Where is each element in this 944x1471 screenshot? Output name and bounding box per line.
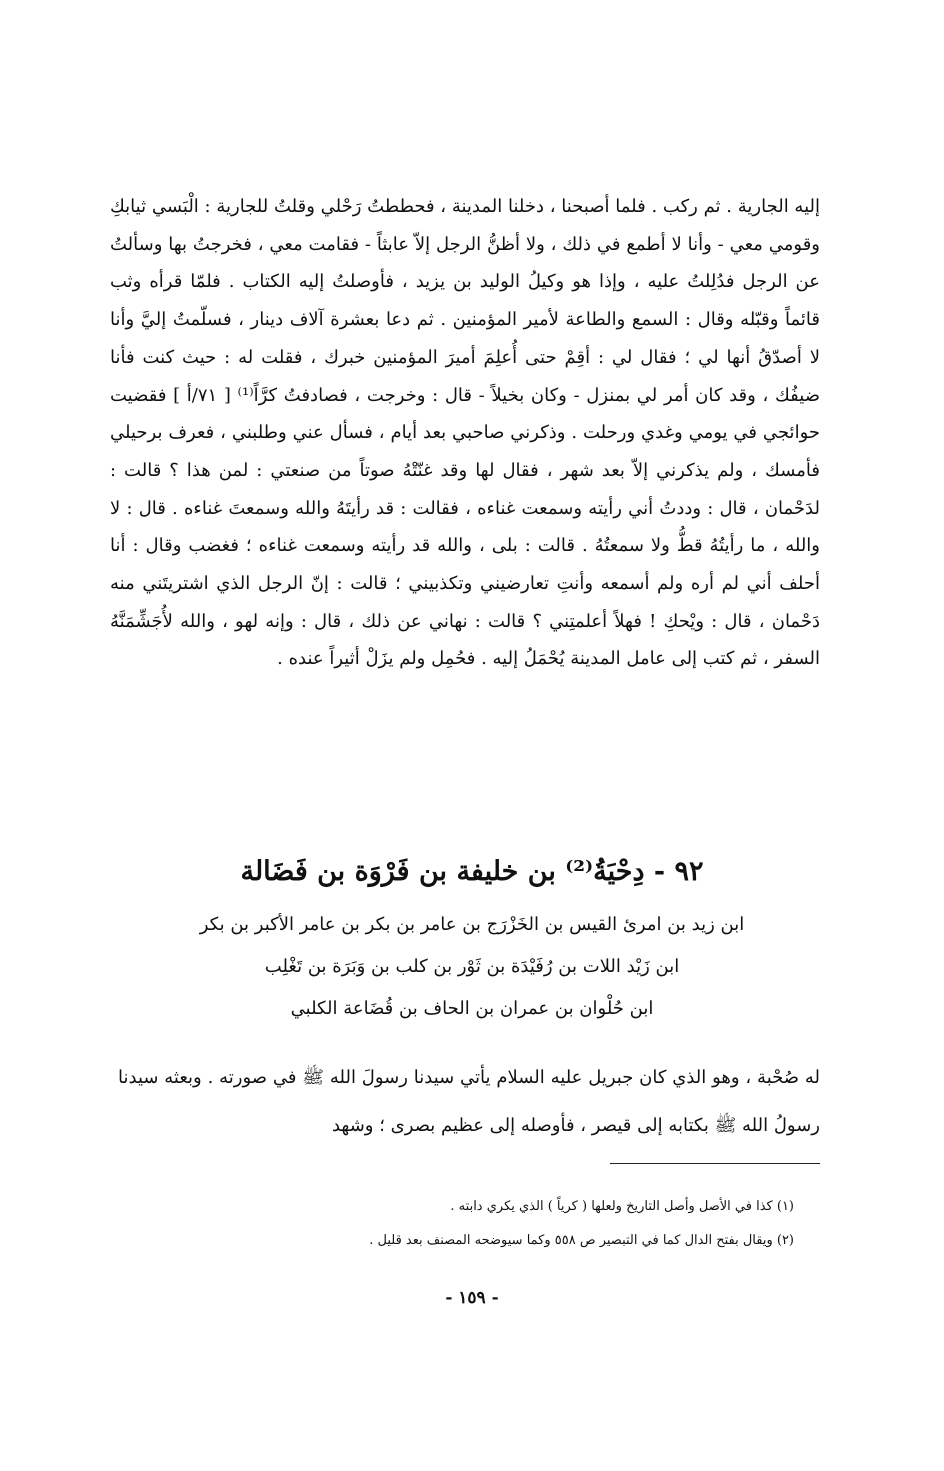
biography-entry-heading — [140, 846, 804, 1030]
footnote-divider — [610, 1163, 820, 1164]
lineage-line: ابن زيد بن امرئ القيس بن الخَزْرَج بن عامر بن بكر بن عامر الأكبر بن بكر — [199, 914, 745, 935]
footnote: (١) كذا في الأصل وأصل التاريخ ولعلها ( كرياً ) الذي يكري دابته . — [450, 1199, 794, 1214]
lineage-line: ابن زَيْد اللات بن رُفَيْدَة بن ثَوْر بن كلب بن وَبَرَة بن تَغْلِب — [264, 956, 680, 977]
main-paragraph: إليه الجارية . ثم ركب . فلما أصبحنا ، دخلنا المدينة ، فحططتُ رَحْلي وقلتُ للجارية : الْبَسي ثيابكِ وقومي معي - وأنا لا أطمع في ذلك ، ولا أظنُّ الرجل إلاّ عابثاً - فقامت معي ، فخرجتُ بها وسألتُ عن الرجل فدُلِلتُ عليه ، وإذا هو وكيلُ الوليد بن يزيد ، فأوصلتُ إليه الكتاب . فلمّا قرأه وثب قائماً وقبّله وقال : السمع والطاعة لأمير المؤمنين . ثم دعا بعشرة آلاف دينار ، فسلّمتُ إليَّ وأنا لا أصدّقُ أنها لي ؛ فقال لي : أقِمْ حتى أُعلِمَ أميرَ المؤمنين خبرك ، فقلت له : حيث كنت فأنا ضيفُك ، وقد كان أمر لي بمنزل - وكان بخيلاً - قال : وخرجت ، فصادفتُ كرَّاً⁽¹⁾ [ ٧١/أ ] فقضيت حوائجي في يومي وغدي ورحلت . وذكرني صاحبي بعد أيام ، فسأل عني وطلبني ، فعرف برحيلي فأمسك ، ولم يذكرني إلاّ بعد شهر ، فقال لها وقد غنّتْهُ صوتاً من صنعتي : لمن هذا ؟ قالت : لدَحْمان ، قال : وددتُ أني رأيته وسمعت غناءه ، فقالت : قد رأيتَهُ والله وسمعتَ غناءه . قال : لا والله ، ما رأيتُهُ قطُّ ولا سمعتُهُ . قالت : بلى ، والله قد رأيته وسمعت غناءه ؛ فغضب وقال : أنا أحلف أني لم أره ولم أسمعه وأنتِ تعارضيني وتكذبيني ؛ قالت : إنّ الرجل الذي اشتريتَني منه دَحْمان ، قال : ويْحكِ ! فهلاً أعلمتِني ؟ قالت : نهاني عن ذلك ، قال : وإنه لهو ، والله لأُجَشِّمَنَّهُ السفر ، ثم كتب إلى عامل المدينة يُحْمَلُ إليه . فحُمِل ولم يزَلْ أثيراً عنده . — [110, 196, 820, 670]
page-number: - ١٥٩ - — [445, 1288, 499, 1308]
entry-title: ٩٢ - دِحْيَةُ⁽²⁾ بن خليفة بن فَرْوَة بن فَضَالة — [240, 856, 704, 887]
lineage-block — [140, 904, 804, 1030]
footnote: (٢) ويقال بفتح الدال كما في التبصير ص ٥٥٨ وكما سيوضحه المصنف بعد قليل . — [369, 1233, 794, 1248]
entry-paragraph: له صُحْبة ، وهو الذي كان جبريل عليه السلام يأتي سيدنا رسولَ الله ﷺ في صورته . وبعثه سيدنا رسولُ الله ﷺ بكتابه إلى قيصر ، فأوصله إلى عظيم بصرى ؛ وشهد — [118, 1067, 820, 1136]
lineage-line: ابن حُلْوان بن عمران بن الحاف بن قُضَاعة الكلبي — [290, 998, 654, 1019]
footnotes — [300, 1190, 794, 1258]
